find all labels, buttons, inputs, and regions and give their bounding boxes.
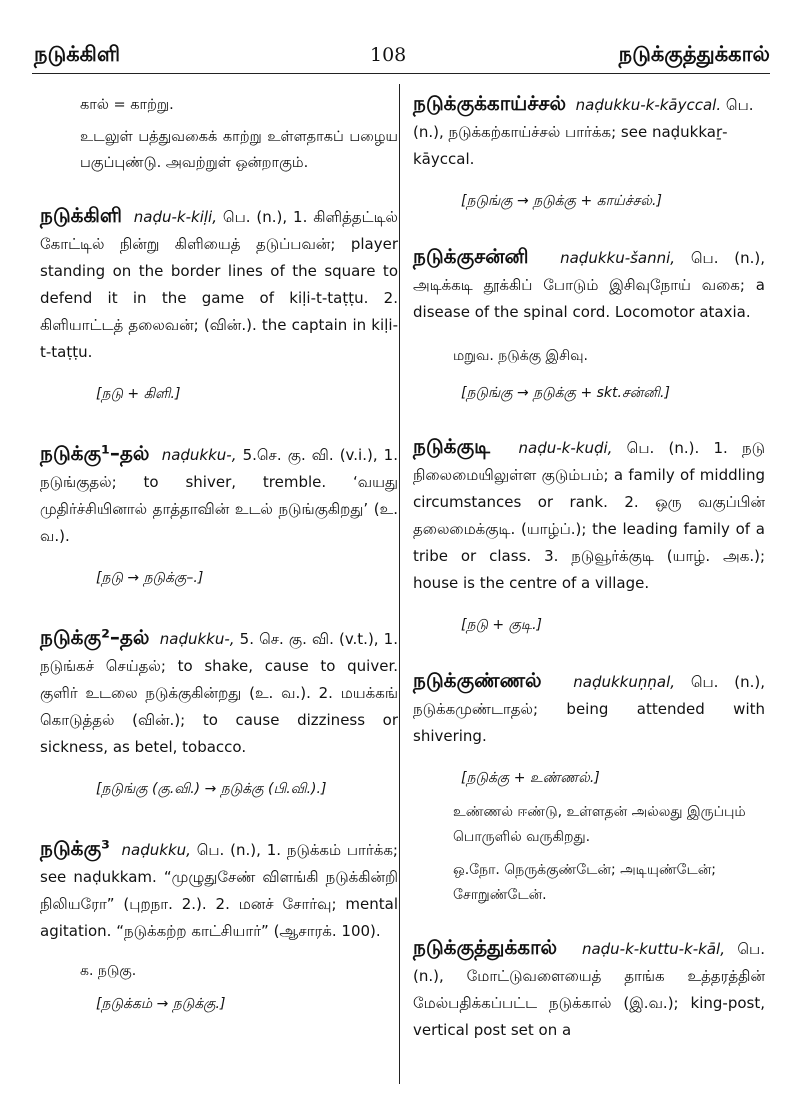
headword: நடுக்கு³ <box>40 836 110 860</box>
etymology: [நடுக்கு + உண்ணல்.] <box>461 770 600 786</box>
definition: பெ. (n.), 1. நடுக்கம் பார்க்க; see naḍukkam. “முழுதுசேண் விளங்கி நடுக்கின்றி நிலியரோ” (புறநா. 2.). 2. மனச் சோர்வு; mental agitation. “நடுக்கற்ற காட்சியார்” (ஆசாரக். 100). <box>40 841 398 940</box>
right-column <box>413 90 765 1044</box>
etymology: [நடு → நடுக்கு–.] <box>96 570 204 586</box>
transliteration: naḍukku-šanni, <box>560 249 676 267</box>
etymology: [நடுங்கு (கு.வி.) → நடுக்கு (பி.வி.).] <box>96 781 327 797</box>
headword: நடுக்குத்துக்கால் <box>413 935 558 959</box>
entry-nadukku-sanni <box>413 243 765 403</box>
etymology: [நடு + கிளி.] <box>96 386 181 402</box>
header-right-guideword: நடுக்குத்துக்கால் <box>618 42 770 66</box>
headword: நடுக்குண்ணல் <box>413 668 542 692</box>
definition: பெ. (n.), நடுக்கமுண்டாதல்; being attended with shivering. <box>413 673 765 745</box>
headword: நடுக்கு²–தல் <box>40 625 150 649</box>
left-column <box>40 90 398 1014</box>
transliteration: naḍukku-k-kāyccal. <box>575 96 722 114</box>
synonym-note: மறுவ. நடுக்கு இசிவு. <box>453 348 588 364</box>
definition: பெ. (n.). 1. நடு நிலைமையிலுள்ள குடும்பம்; a family of middling circumstances or rank. 2. ஒரு வகுப்பின் தலைமைக்குடி. (யாழ்ப்.); the leading family of a tribe or class. 3. நடுவூர்க்குடி (யாழ். அக.); house is the centre of a village. <box>413 439 765 592</box>
definition: 5.செ. கு. வி. (v.i.), 1. நடுங்குதல்; to shiver, tremble. ‘வயது முதிர்ச்சியினால் தாத்தாவின் உடல் நடுங்குகிறது’ (உ. வ.). <box>40 446 398 545</box>
transliteration: naḍukku, <box>121 841 191 859</box>
etymology: [நடுக்கம் → நடுக்கு.] <box>96 996 226 1012</box>
intro-note: உடலுள் பத்துவகைக் காற்று உள்ளதாகப் பழைய பகுப்புண்டு. அவற்றுள் ஒன்றாகும். <box>80 129 398 171</box>
definition: பெ. (n.), நடுக்கற்காய்ச்சல் பார்க்க; see naḍukkaṟ-kāyccal. <box>413 96 754 168</box>
header-left-guideword: நடுக்கிளி <box>34 42 121 66</box>
page-header <box>0 0 800 70</box>
etymology: [நடுங்கு → நடுக்கு + காய்ச்சல்.] <box>461 193 662 209</box>
column-divider <box>399 84 400 1084</box>
transliteration: naḍu-k-kuttu-k-kāl, <box>581 940 725 958</box>
entry-nadukkuttukkal <box>413 934 765 1044</box>
transliteration: naḍu-k-kuḍi, <box>518 439 613 457</box>
page-number: 108 <box>370 44 407 66</box>
definition: பெ. (n.), அடிக்கடி தூக்கிப் போடும் இசிவுநோய் வகை; a disease of the spinal cord. Locomotor ataxia. <box>413 249 765 321</box>
headword: நடுக்குடி <box>413 434 491 458</box>
transliteration: naḍukku-, <box>161 446 237 464</box>
headword: நடுக்கிளி <box>40 203 122 227</box>
entry-nadukkudi <box>413 433 765 635</box>
headword: நடுக்கு¹–தல் <box>40 441 150 465</box>
etymology: [நடுங்கு → நடுக்கு + skt.சன்னி.] <box>461 385 670 401</box>
entry-nadukku-2 <box>40 624 398 799</box>
definition: பெ. (n.), மோட்டுவளையைத் தாங்க உத்தரத்தின் மேல்பதிக்கப்பட்ட நடுக்கால் (இ.வ.); king-post, vertical post set on a <box>413 940 765 1039</box>
transliteration: naḍukkuṇṇal, <box>573 673 676 691</box>
intro-line: கால் = காற்று. <box>80 97 174 113</box>
headword: நடுக்குசன்னி <box>413 244 529 268</box>
definition: பெ. (n.), 1. கிளித்தட்டில் கோட்டில் நின்று கிளியைத் தடுப்பவன்; player standing on the border lines of the square to defend it in the game of kiḷi-t-taṭṭu. 2. கிளியாட்டத் தலைவன்; (வின்.). the captain in kiḷi-t-taṭṭu. <box>40 208 398 361</box>
comparison-note: ஒ.நோ. நெருக்குண்டேன்; அடியுண்டேன்; சோறுண்டேன். <box>453 862 717 903</box>
entry-nadukkili <box>40 202 398 404</box>
usage-note: உண்ணல் ஈண்டு, உள்ளதன் அல்லது இருப்பும் பொருளில் வருகிறது. <box>453 804 746 845</box>
headword: நடுக்குக்காய்ச்சல் <box>413 91 567 115</box>
transliteration: naḍu-k-kiḷi, <box>133 208 217 226</box>
entry-nadukku-3 <box>40 835 398 1014</box>
etymology: [நடு + குடி.] <box>461 617 542 633</box>
definition: 5. செ. கு. வி. (v.t.), 1. நடுங்கச் செய்தல்; to shake, cause to quiver. குளிர் உடலை நடுக்குகின்றது (உ. வ.). 2. மயக்கங் கொடுத்தல் (வின்.); to cause dizziness or sickness, as betel, tobacco. <box>40 630 398 756</box>
entry-nadukku-1 <box>40 440 398 588</box>
entry-nadukkunnal <box>413 667 765 908</box>
entry-nadukku-k-kayccal <box>413 90 765 211</box>
header-rule <box>32 73 770 74</box>
cognate-note: க. நடுகு. <box>80 963 137 979</box>
transliteration: naḍukku-, <box>159 630 235 648</box>
